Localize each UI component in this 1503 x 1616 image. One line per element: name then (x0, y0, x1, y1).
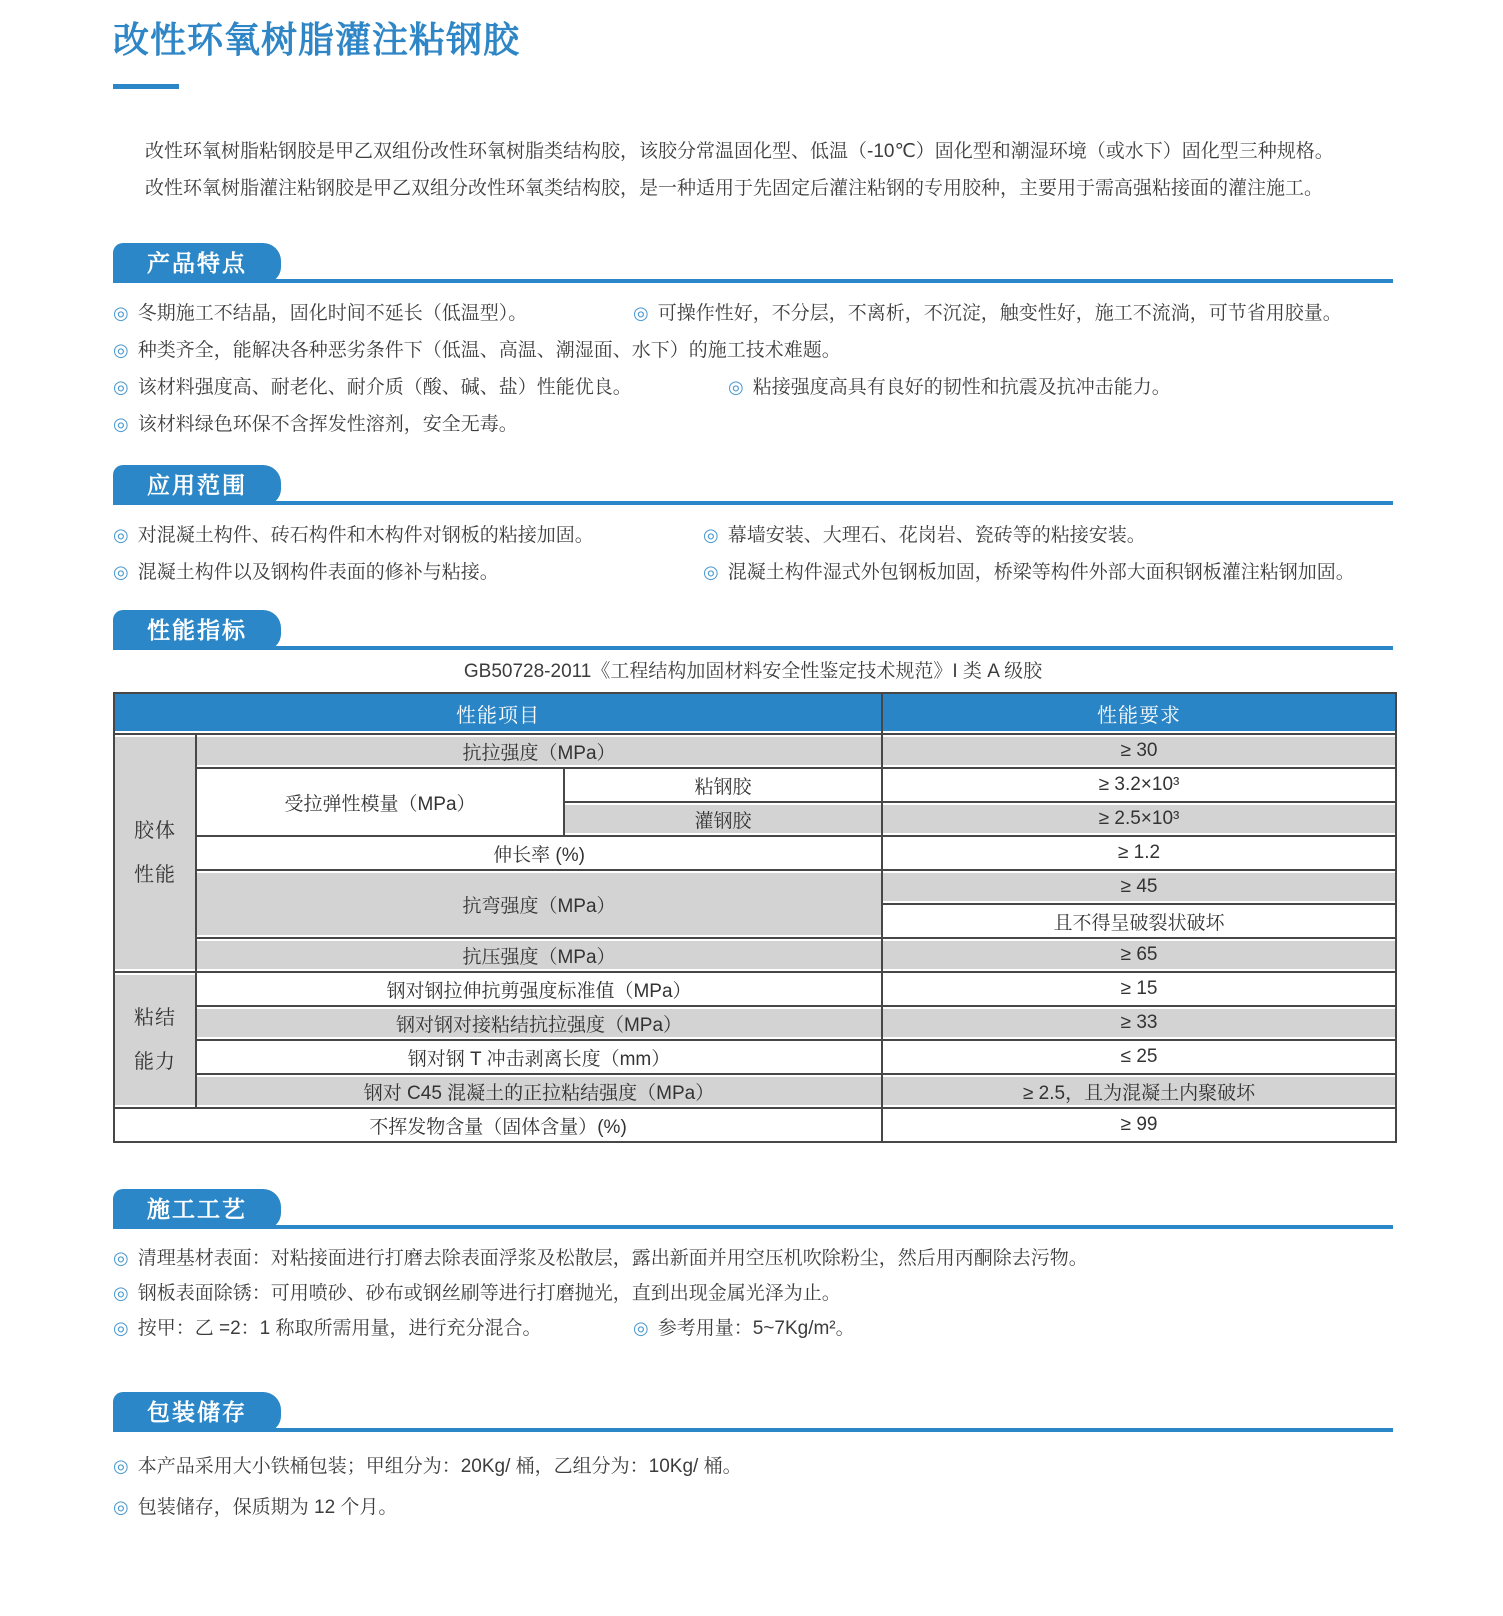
item-cell: 抗拉强度（MPa） (197, 735, 883, 769)
bullet-icon: ◎ (113, 525, 129, 545)
section-header-storage (113, 1392, 1393, 1432)
scope-list (113, 517, 1393, 591)
list-item (113, 517, 703, 554)
table-row (115, 871, 1397, 905)
item-cell: 钢对 C45 混凝土的正拉粘结强度（MPa） (197, 1075, 883, 1109)
list-row (113, 295, 1393, 332)
table-row (115, 1007, 1397, 1041)
bullet-icon: ◎ (113, 377, 129, 397)
list-item (703, 517, 1146, 554)
item-cell: 不挥发物含量（固体含量）(%) (115, 1109, 883, 1143)
req-cell: ≥ 3.2×10³ (883, 769, 1397, 803)
group-label: 胶体性能 (134, 820, 176, 886)
page-title: 改性环氧树脂灌注粘钢胶 (113, 19, 521, 60)
list-item (113, 1241, 1088, 1276)
list-row (113, 1446, 1393, 1487)
list-item-text: 混凝土构件湿式外包钢板加固，桥梁等构件外部大面积钢板灌注粘钢加固。 (727, 562, 1355, 583)
item-cell: 抗压强度（MPa） (197, 939, 883, 973)
table-row (115, 1109, 1397, 1143)
performance-table (113, 692, 1397, 1143)
storage-list (113, 1446, 1393, 1528)
req-cell: ≥ 99 (883, 1109, 1397, 1143)
bullet-icon: ◎ (113, 340, 129, 360)
intro-paragraph: 改性环氧树脂粘钢胶是甲乙双组份改性环氧树脂类结构胶，该胶分常温固化型、低温（-10℃）固化型和潮湿环境（或水下）固化型三种规格。 (145, 141, 1334, 162)
list-row (113, 369, 1393, 406)
req-cell: ≥ 65 (883, 939, 1397, 973)
list-item-text: 冬期施工不结晶，固化时间不延长（低温型）。 (137, 303, 528, 324)
process-list (113, 1241, 1393, 1346)
table-row (115, 735, 1397, 769)
list-item-text: 按甲：乙 =2：1 称取所需用量，进行充分混合。 (137, 1318, 542, 1339)
list-item-text: 幕墙安装、大理石、花岗岩、瓷砖等的粘接安装。 (727, 525, 1146, 546)
list-row (113, 332, 1393, 369)
table-row (115, 769, 1397, 803)
sub-item-cell: 灌钢胶 (565, 803, 883, 837)
list-item (633, 1311, 855, 1346)
features-list (113, 295, 1393, 443)
list-row (113, 1311, 1393, 1346)
list-item (113, 406, 518, 443)
section-header-scope (113, 465, 1393, 505)
req-cell: ≥ 2.5，且为混凝土内聚破坏 (883, 1075, 1397, 1109)
intro-paragraph: 改性环氧树脂灌注粘钢胶是甲乙双组分改性环氧类结构胶，是一种适用于先固定后灌注粘钢的专用胶种，主要用于需高强粘接面的灌注施工。 (145, 178, 1324, 199)
section-tab-performance: 性能指标 (113, 610, 281, 650)
document-page (0, 16, 1503, 1528)
section-header-performance (113, 610, 1393, 650)
list-item-text: 钢板表面除锈：可用喷砂、砂布或钢丝刷等进行打磨抛光，直到出现金属光泽为止。 (137, 1283, 841, 1304)
list-item (113, 1276, 841, 1311)
item-cell: 钢对钢拉伸抗剪强度标准值（MPa） (197, 973, 883, 1007)
list-item-text: 混凝土构件以及钢构件表面的修补与粘接。 (137, 562, 499, 583)
bullet-icon: ◎ (633, 303, 649, 323)
title-underline (113, 84, 179, 89)
list-item-text: 该材料绿色环保不含挥发性溶剂，安全无毒。 (137, 414, 518, 435)
section-tab-scope: 应用范围 (113, 465, 281, 505)
list-item (113, 1487, 397, 1528)
table-caption: GB50728-2011《工程结构加固材料安全性鉴定技术规范》I 类 A 级胶 (463, 661, 1043, 682)
list-item (113, 295, 633, 332)
item-cell: 伸长率 (%) (197, 837, 883, 871)
table-row (115, 837, 1397, 871)
req-cell: ≥ 30 (883, 735, 1397, 769)
bullet-icon: ◎ (113, 1318, 129, 1338)
req-cell: ≥ 45 (883, 871, 1397, 905)
list-item (633, 295, 1342, 332)
list-row (113, 1276, 1393, 1311)
bullet-icon: ◎ (113, 303, 129, 323)
req-cell: 且不得呈破裂状破坏 (883, 905, 1397, 939)
list-item-text: 粘接强度高具有良好的韧性和抗震及抗冲击能力。 (752, 377, 1171, 398)
list-item (113, 369, 728, 406)
bullet-icon: ◎ (703, 525, 719, 545)
section-tab-storage: 包装储存 (113, 1392, 281, 1432)
list-row (113, 1241, 1393, 1276)
list-item-text: 种类齐全，能解决各种恶劣条件下（低温、高温、潮湿面、水下）的施工技术难题。 (137, 340, 841, 361)
list-item-text: 该材料强度高、耐老化、耐介质（酸、碱、盐）性能优良。 (137, 377, 632, 398)
bullet-icon: ◎ (113, 1456, 129, 1476)
bullet-icon: ◎ (728, 377, 744, 397)
list-row (113, 517, 1393, 554)
list-item-text: 参考用量：5~7Kg/m²。 (657, 1318, 855, 1339)
item-cell: 抗弯强度（MPa） (197, 871, 883, 939)
table-header-req: 性能要求 (883, 694, 1397, 735)
list-item-text: 本产品采用大小铁桶包装；甲组分为：20Kg/ 桶，乙组分为：10Kg/ 桶。 (137, 1456, 742, 1477)
list-item-text: 可操作性好，不分层，不离析，不沉淀，触变性好，施工不流淌，可节省用胶量。 (657, 303, 1342, 324)
section-header-process (113, 1189, 1393, 1229)
table-header-item: 性能项目 (115, 694, 883, 735)
list-item (703, 554, 1355, 591)
list-item (113, 1446, 742, 1487)
item-cell: 钢对钢 T 冲击剥离长度（mm） (197, 1041, 883, 1075)
req-cell: ≥ 33 (883, 1007, 1397, 1041)
list-row (113, 1487, 1393, 1528)
bullet-icon: ◎ (633, 1318, 649, 1338)
table-row (115, 1041, 1397, 1075)
list-row (113, 406, 1393, 443)
section-tab-process: 施工工艺 (113, 1189, 281, 1229)
list-item (113, 1311, 633, 1346)
bullet-icon: ◎ (703, 562, 719, 582)
sub-item-cell: 粘钢胶 (565, 769, 883, 803)
table-row (115, 1075, 1397, 1109)
req-cell: ≥ 1.2 (883, 837, 1397, 871)
bullet-icon: ◎ (113, 414, 129, 434)
list-row (113, 554, 1393, 591)
intro-block (113, 133, 1393, 207)
req-cell: ≤ 25 (883, 1041, 1397, 1075)
bullet-icon: ◎ (113, 1283, 129, 1303)
bullet-icon: ◎ (113, 1497, 129, 1517)
list-item-text: 对混凝土构件、砖石构件和木构件对钢板的粘接加固。 (137, 525, 594, 546)
list-item-text: 清理基材表面：对粘接面进行打磨去除表面浮浆及松散层，露出新面并用空压机吹除粉尘，然后用丙酮除去污物。 (137, 1248, 1088, 1269)
list-item (728, 369, 1171, 406)
item-cell: 钢对钢对接粘结抗拉强度（MPa） (197, 1007, 883, 1041)
item-cell: 受拉弹性模量（MPa） (197, 769, 565, 837)
bullet-icon: ◎ (113, 1248, 129, 1268)
list-item-text: 包装储存，保质期为 12 个月。 (137, 1497, 398, 1518)
list-item (113, 332, 841, 369)
list-item (113, 554, 703, 591)
table-row (115, 939, 1397, 973)
section-header-features (113, 243, 1393, 283)
group-label: 粘结能力 (134, 1007, 176, 1073)
group-cell (115, 973, 197, 1109)
section-tab-features: 产品特点 (113, 243, 281, 283)
group-cell (115, 735, 197, 973)
bullet-icon: ◎ (113, 562, 129, 582)
req-cell: ≥ 15 (883, 973, 1397, 1007)
req-cell: ≥ 2.5×10³ (883, 803, 1397, 837)
table-row (115, 973, 1397, 1007)
